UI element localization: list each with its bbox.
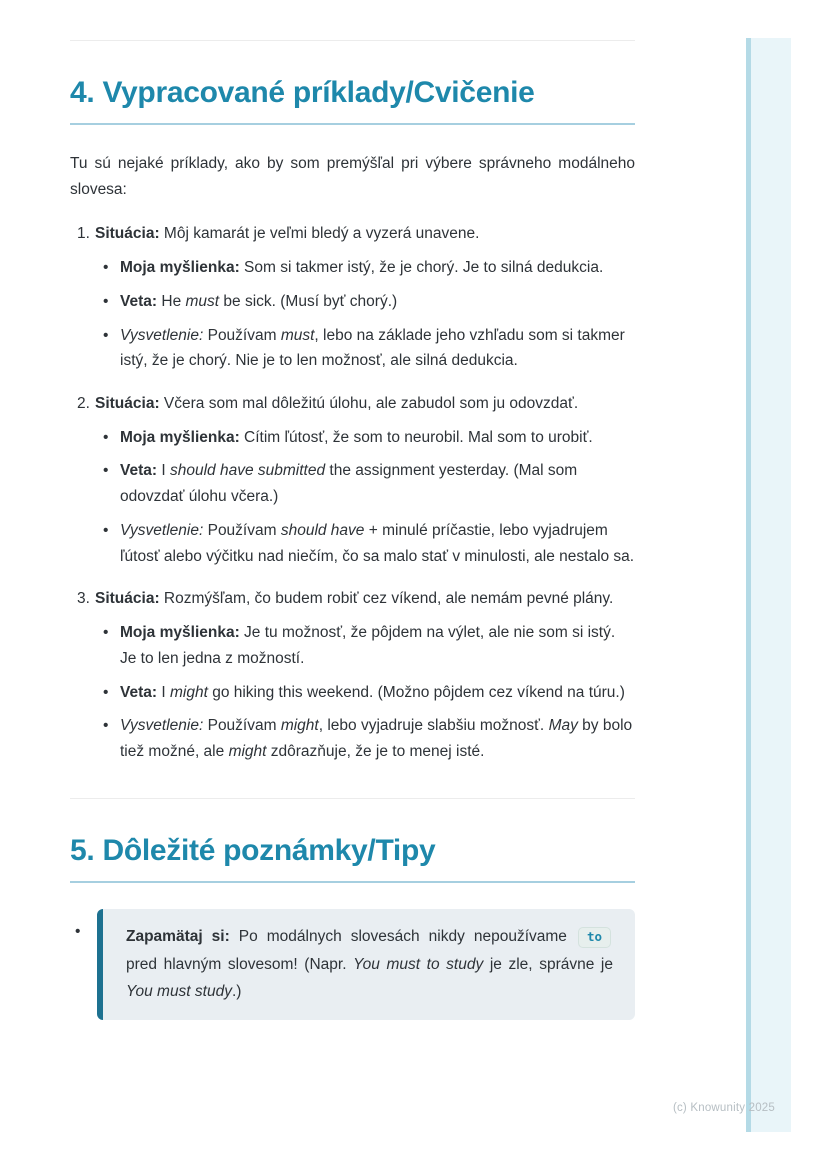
thought-bullet: • Moja myšlienka: Som si takmer istý, že je chorý. Je to silná dedukcia. [120,255,635,281]
section-divider-mid [70,798,635,799]
section-divider-top [70,40,635,41]
example-2-bullets [70,425,635,570]
sentence-bullet: • Veta: I might go hiking this weekend. (Možno pôjdem cez víkend na túru.) [120,680,635,706]
thought-bullet: • Moja myšlienka: Je tu možnosť, že pôjdem na výlet, ale nie som si istý. Je to len jedna z možností. [120,620,635,671]
situation-text: Situácia: Rozmýšľam, čo budem robiť cez víkend, ale nemám pevné plány. [95,590,614,608]
explanation-bullet: • Vysvetlenie: Používam should have + minulé príčastie, lebo vyjadrujem ľútosť alebo výčitku nad niečím, čo sa malo stať v minulosti, ale nestalo sa. [120,518,635,569]
sentence-bullet: • Veta: I should have submitted the assignment yesterday. (Mal som odovzdať úlohu včera.) [120,458,635,509]
examples-list [70,221,635,764]
section5-heading: 5. Dôležité poznámky/Tipy [70,834,635,883]
example-3-bullets [70,620,635,765]
copyright-footer: (c) Knowunity 2025 [672,1102,775,1114]
example-item-1 [70,221,635,374]
sentence-bullet: • Veta: He must be sick. (Musí byť chorý.) [120,289,635,315]
example-1-bullets [70,255,635,374]
notes-list [70,909,635,1021]
explanation-bullet: • Vysvetlenie: Používam might, lebo vyjadruje slabšiu možnosť. May by bolo tiež možné, ale might zdôrazňuje, že je to menej isté. [120,713,635,764]
inline-code-chip: to [578,927,611,948]
document-content [70,0,635,1020]
example-item-3 [70,586,635,764]
intro-paragraph: Tu sú nejaké príklady, ako by som premýšľal pri výbere správneho modálneho slovesa: [70,155,635,198]
callout-text: • Zapamätaj si: Po modálnych slovesách nikdy nepoužívame to pred hlavným slovesom! (Napr. You must to study je zle, správne je You must study.) [126,927,614,1001]
page-edge-decoration [746,38,791,1132]
example-item-2 [70,391,635,569]
explanation-bullet: • Vysvetlenie: Používam must, lebo na základe jeho vzhľadu som si takmer istý, že je chorý. Nie je to len možnosť, ale silná dedukcia. [120,323,635,374]
situation-text: Situácia: Včera som mal dôležitú úlohu, ale zabudol som ju odovzdať. [95,395,579,413]
callout-box [97,909,635,1021]
note-item [97,909,635,1021]
thought-bullet: • Moja myšlienka: Cítim ľútosť, že som to neurobil. Mal som to urobiť. [120,425,635,451]
section4-heading: 4. Vypracované príklady/Cvičenie [70,76,635,125]
situation-text: Situácia: Môj kamarát je veľmi bledý a vyzerá unavene. [95,225,480,243]
